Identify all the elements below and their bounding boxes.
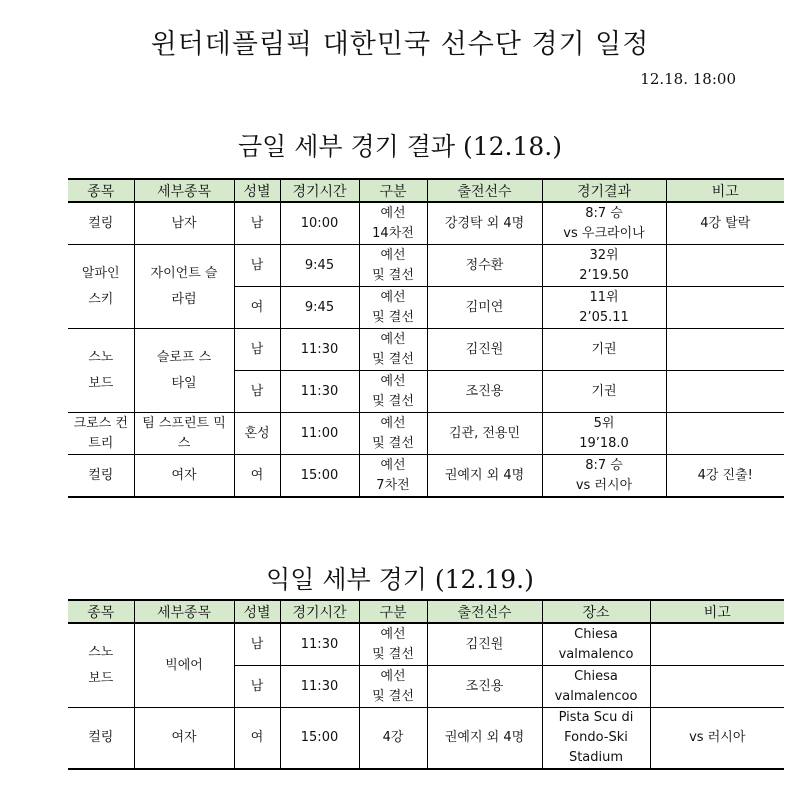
header-note: 비고 (666, 179, 784, 202)
timestamp: 12.18. 18:00 (640, 70, 736, 88)
cell-athletes: 정수환 (427, 245, 542, 287)
cell-venue: Pista Scu di Fondo-Ski Stadium (542, 708, 650, 770)
cell-time: 11:00 (280, 413, 359, 455)
cell-stage: 예선 7차전 (359, 455, 427, 498)
cell-result: 5위 19’18.0 (542, 413, 666, 455)
header-gender: 성별 (234, 179, 280, 202)
cell-note (666, 371, 784, 413)
cell-sport: 알파인 스키 (68, 245, 134, 329)
cell-sport: 크로스 컨트리 (68, 413, 134, 455)
header-sport: 종목 (68, 179, 134, 202)
tomorrow-schedule-table (68, 599, 784, 770)
table-row (68, 623, 784, 666)
table-row (68, 455, 784, 498)
header-time: 경기시간 (280, 600, 359, 623)
cell-gender: 남 (234, 371, 280, 413)
table-row (68, 413, 784, 455)
cell-sport: 컬링 (68, 202, 134, 245)
cell-stage: 예선 및 결선 (359, 329, 427, 371)
cell-note (650, 623, 784, 666)
header-event: 세부종목 (134, 600, 234, 623)
cell-event: 남자 (134, 202, 234, 245)
cell-stage: 예선 및 결선 (359, 287, 427, 329)
tomorrow-heading-text: 익일 세부 경기 (266, 565, 427, 594)
cell-stage: 예선 및 결선 (359, 245, 427, 287)
cell-gender: 남 (234, 202, 280, 245)
cell-sport: 스노 보드 (68, 329, 134, 413)
cell-stage: 예선 및 결선 (359, 413, 427, 455)
table-row (68, 202, 784, 245)
cell-time: 15:00 (280, 708, 359, 770)
cell-time: 10:00 (280, 202, 359, 245)
cell-time: 11:30 (280, 329, 359, 371)
cell-gender: 혼성 (234, 413, 280, 455)
cell-note: 4강 진출! (666, 455, 784, 498)
cell-event: 자이언트 슬라럼 (134, 245, 234, 329)
cell-athletes: 조진용 (427, 666, 542, 708)
header-venue: 장소 (542, 600, 650, 623)
cell-result: 기권 (542, 329, 666, 371)
cell-time: 11:30 (280, 666, 359, 708)
cell-time: 9:45 (280, 287, 359, 329)
cell-event: 여자 (134, 708, 234, 770)
cell-venue: Chiesa valmalenco (542, 623, 650, 666)
cell-event: 슬로프 스타일 (134, 329, 234, 413)
header-athletes: 출전선수 (427, 600, 542, 623)
cell-result: 8:7 승 vs 러시아 (542, 455, 666, 498)
header-result: 경기결과 (542, 179, 666, 202)
cell-event: 팀 스프린트 믹스 (134, 413, 234, 455)
cell-note: vs 러시아 (650, 708, 784, 770)
cell-athletes: 강경탁 외 4명 (427, 202, 542, 245)
header-gender: 성별 (234, 600, 280, 623)
cell-note (666, 287, 784, 329)
header-athletes: 출전선수 (427, 179, 542, 202)
document-title: 윈터데플림픽 대한민국 선수단 경기 일정 (150, 29, 650, 60)
header-time: 경기시간 (280, 179, 359, 202)
cell-stage: 예선 및 결선 (359, 623, 427, 666)
cell-sport: 컬링 (68, 708, 134, 770)
header-sport: 종목 (68, 600, 134, 623)
cell-athletes: 김진원 (427, 329, 542, 371)
cell-venue: Chiesa valmalencoo (542, 666, 650, 708)
cell-athletes: 김관, 전용민 (427, 413, 542, 455)
cell-athletes: 김진원 (427, 623, 542, 666)
table-header-row (68, 179, 784, 202)
header-stage: 구분 (359, 179, 427, 202)
cell-gender: 남 (234, 329, 280, 371)
cell-event: 빅에어 (134, 623, 234, 708)
cell-note (666, 413, 784, 455)
today-section-heading (0, 127, 800, 163)
cell-gender: 여 (234, 455, 280, 498)
cell-sport: 컬링 (68, 455, 134, 498)
table-row (68, 329, 784, 371)
cell-result: 11위 2’05.11 (542, 287, 666, 329)
cell-athletes: 김미연 (427, 287, 542, 329)
header-stage: 구분 (359, 600, 427, 623)
cell-time: 9:45 (280, 245, 359, 287)
header-event: 세부종목 (134, 179, 234, 202)
today-heading-date: (12.18.) (462, 132, 563, 161)
cell-time: 15:00 (280, 455, 359, 498)
cell-gender: 여 (234, 708, 280, 770)
cell-time: 11:30 (280, 623, 359, 666)
cell-result: 32위 2’19.50 (542, 245, 666, 287)
header-note: 비고 (650, 600, 784, 623)
cell-gender: 여 (234, 287, 280, 329)
today-heading-text: 금일 세부 경기 결과 (237, 132, 456, 161)
cell-athletes: 권예지 외 4명 (427, 455, 542, 498)
cell-note (650, 666, 784, 708)
cell-stage: 예선 및 결선 (359, 666, 427, 708)
cell-gender: 남 (234, 623, 280, 666)
cell-note: 4강 탈락 (666, 202, 784, 245)
cell-gender: 남 (234, 666, 280, 708)
cell-stage: 4강 (359, 708, 427, 770)
cell-stage: 예선 14차전 (359, 202, 427, 245)
cell-athletes: 조진용 (427, 371, 542, 413)
cell-event: 여자 (134, 455, 234, 498)
tomorrow-section-heading (0, 560, 800, 596)
cell-athletes: 권예지 외 4명 (427, 708, 542, 770)
table-header-row (68, 600, 784, 623)
cell-sport: 스노 보드 (68, 623, 134, 708)
cell-stage: 예선 및 결선 (359, 371, 427, 413)
tomorrow-heading-date: (12.19.) (434, 565, 534, 594)
cell-note (666, 245, 784, 287)
cell-time: 11:30 (280, 371, 359, 413)
today-results-table (68, 178, 784, 498)
cell-note (666, 329, 784, 371)
table-row (68, 245, 784, 287)
cell-result: 기권 (542, 371, 666, 413)
table-row (68, 708, 784, 770)
cell-gender: 남 (234, 245, 280, 287)
cell-result: 8:7 승 vs 우크라이나 (542, 202, 666, 245)
